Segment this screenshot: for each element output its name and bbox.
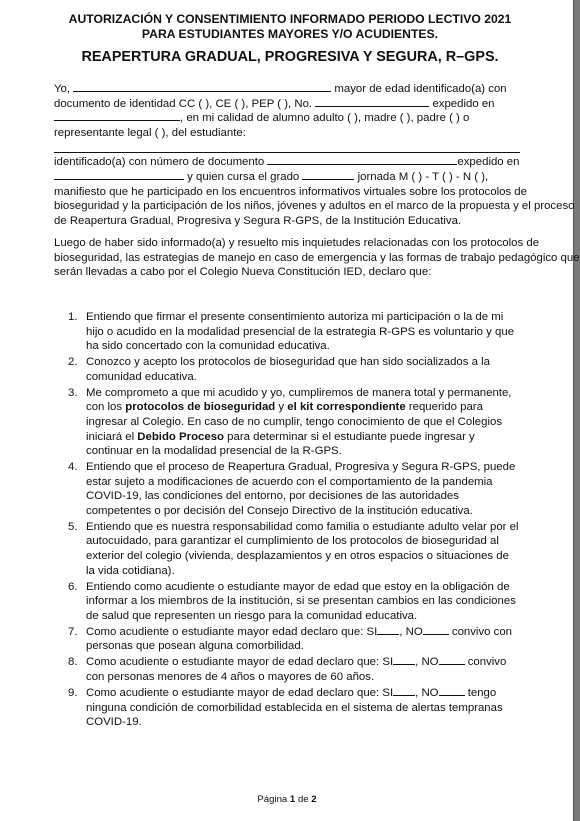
list-item xyxy=(54,686,520,730)
no-blank[interactable] xyxy=(423,625,449,635)
page-label: Página xyxy=(257,794,288,805)
student-document-blank[interactable] xyxy=(267,155,457,165)
grade-blank[interactable] xyxy=(302,170,354,180)
item-text: convivo con personas menores de 4 años o mayores de 60 años. xyxy=(86,656,507,683)
declarations-list xyxy=(54,310,520,731)
item-text: , NO xyxy=(415,656,439,669)
issued-in-blank[interactable] xyxy=(54,111,180,121)
form-text: documento de identidad CC ( ), CE ( ), PEP ( ), No. xyxy=(54,97,313,110)
list-item xyxy=(54,460,520,518)
item-text: Entiendo como acudiente o estudiante mayor de edad que estoy en la obligación de informar a los miembros de la institución, si se presentan cambios en las condiciones de salud que representen un riesgo para la comunidad educativa. xyxy=(86,580,516,622)
form-line-7: manifiesto que he participado en los encuentros informativos virtuales sobre los protocolos de xyxy=(54,185,527,198)
form-text: y quien cursa el grado xyxy=(187,170,300,183)
item-text: , NO xyxy=(415,686,439,699)
item-bold-text: Debido Proceso xyxy=(137,430,224,443)
list-item xyxy=(54,580,520,624)
page-number-footer xyxy=(0,794,574,805)
item-number: 6. xyxy=(68,580,78,593)
form-line-8: bioseguridad y la participación de los niños, jóvenes y adultos en el marco de la propuesta y el proceso xyxy=(54,200,575,213)
form-line-2 xyxy=(54,97,520,112)
si-blank[interactable] xyxy=(393,686,415,696)
form-line-3 xyxy=(54,111,520,126)
item-text: para determinar si el estudiante puede ingresar y continuar en la modalidad presencial de la R-GPS. xyxy=(86,430,475,458)
item-text: Entiendo que es nuestra responsabilidad como familia o estudiante adulto velar por el autocuidado, para garantizar el cumplimiento de los protocolos de bioseguridad al exterior del colegio (vivienda, desplazamientos y en otros espacios o situaciones de la vida cotidiana). xyxy=(86,520,519,577)
item-number: 5. xyxy=(68,520,78,533)
form-text: , en mi calidad de alumno adulto ( ), madre ( ), padre ( ) o xyxy=(180,112,470,125)
item-text: convivo con personas que posean alguna comorbilidad. xyxy=(86,625,513,653)
form-text: mayor de edad identificado(a) con xyxy=(334,83,507,95)
list-item xyxy=(54,386,520,459)
list-item xyxy=(54,355,520,384)
item-number: 8. xyxy=(68,656,78,669)
item-text: y xyxy=(275,401,288,414)
form-line-1 xyxy=(54,82,520,97)
item-bold-text: el kit correspondiente xyxy=(287,401,406,414)
si-blank[interactable] xyxy=(393,655,415,665)
form-line-9: de Reapertura Gradual, Progresiva y Segura R-GPS, de la Institución Educativa. xyxy=(54,214,462,227)
item-number: 7. xyxy=(68,625,78,638)
item-text: Me comprometo a que mi acudido y yo, cumpliremos de manera total y permanente, con los xyxy=(86,386,512,414)
title-line-2: PARA ESTUDIANTES MAYORES Y/O ACUDIENTES. xyxy=(141,27,439,41)
form-text: expedido en xyxy=(457,156,520,169)
item-number: 2. xyxy=(68,356,78,369)
item-text: Entiendo que el proceso de Reapertura Gradual, Progresiva y Segura R-GPS, puede estar sujeto a modificaciones de acuerdo con el comportamiento de la pandemia COVID-19, las condiciones del entorno, por decisiones de las autoridades competentes o por decisión del Consejo Directivo de la institución educativa. xyxy=(86,461,516,517)
intro-paragraph xyxy=(54,236,580,280)
document-title xyxy=(40,12,540,42)
si-blank[interactable] xyxy=(377,625,399,635)
item-text: Como acudiente o estudiante mayor de edad declaro que: SI xyxy=(86,656,394,669)
list-item xyxy=(54,655,520,684)
student-issued-in-blank[interactable] xyxy=(54,170,184,180)
current-page: 1 xyxy=(289,794,296,805)
item-number: 9. xyxy=(68,686,78,699)
document-number-blank[interactable] xyxy=(315,97,429,107)
list-item xyxy=(54,625,520,654)
item-bold-text: protocolos de bioseguridad xyxy=(125,401,276,414)
title-line-1: AUTORIZACIÓN Y CONSENTIMIENTO INFORMADO PERIODO LECTIVO 2021 xyxy=(68,12,512,26)
intro-line-1: Luego de haber sido informado(a) y resuelto mis inquietudes relacionadas con los protocolos de xyxy=(54,237,540,249)
item-text: Como acudiente o estudiante mayor edad declaro que: SI xyxy=(86,625,378,638)
item-number: 3. xyxy=(68,386,78,399)
no-blank[interactable] xyxy=(439,686,465,696)
item-text: tengo ninguna condición de comorbilidad establecida en el sistema de alertas tempranas COVID-19. xyxy=(86,686,503,729)
no-blank[interactable] xyxy=(439,655,465,665)
form-text: Yo, xyxy=(54,83,71,95)
intro-line-3: serán llevadas a cabo por el Colegio Nueva Constitución IED, declaro que: xyxy=(54,266,432,279)
item-number: 4. xyxy=(68,461,78,474)
item-text: Conozco y acepto los protocolos de bioseguridad que han sido socializados a la comunidad educativa. xyxy=(86,356,490,383)
page-of: de xyxy=(297,794,309,805)
item-text: , NO xyxy=(399,625,423,638)
item-number: 1. xyxy=(68,311,78,323)
intro-line-2: bioseguridad, las estrategias de manejo en caso de emergencia y las formas de trabajo pedagógico que xyxy=(54,251,580,264)
student-name-blank[interactable] xyxy=(54,140,520,153)
form-text: jornada M ( ) - T ( ) - N ( ), xyxy=(357,170,489,183)
form-line-4: representante legal ( ), del estudiante: xyxy=(54,126,246,139)
item-text: requerido para ingresar al Colegio. En caso de no cumplir, tengo conocimiento de que el Colegios iniciará el xyxy=(86,401,503,443)
form-text: expedido en xyxy=(432,97,495,110)
name-blank[interactable] xyxy=(73,82,331,92)
list-item xyxy=(54,520,520,578)
document-subtitle: REAPERTURA GRADUAL, PROGRESIVA Y SEGURA, R–GPS. xyxy=(81,49,499,65)
form-line-6 xyxy=(54,170,520,185)
total-pages: 2 xyxy=(311,794,317,805)
form-line-5 xyxy=(54,155,520,170)
consent-form-paragraph xyxy=(54,82,575,228)
item-text: Entiendo que firmar el presente consentimiento autoriza mi participación o la de mi hijo o acudido en la modalidad presencial de la estrategia R-GPS es voluntario y que ha sido concertado con la comunidad educativa. xyxy=(86,311,515,353)
item-text: Como acudiente o estudiante mayor de edad declaro que: SI xyxy=(86,686,394,699)
list-item xyxy=(54,310,520,354)
form-text: identificado(a) con número de documento xyxy=(54,156,265,169)
